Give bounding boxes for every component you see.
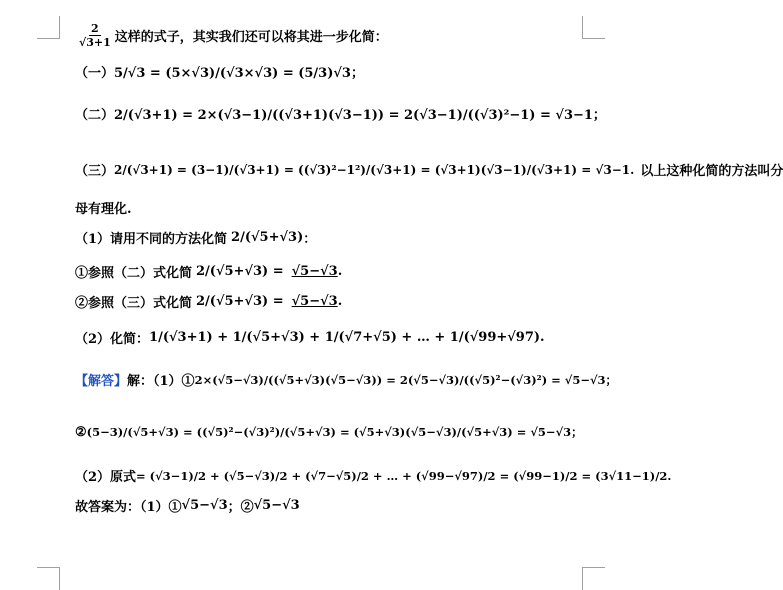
example-3 [75, 160, 783, 179]
solution-1-label: 解：（1）① [127, 374, 195, 389]
example-3-expr: 2/(√3+1) = (3−1)/(√3+1) = ((√3)²−1²)/(√3+1) = (√3+1)(√3−1)/(√3+1) = √3−1. [114, 162, 635, 177]
intro-fraction [77, 22, 113, 49]
question-2-label: （2）化简： [75, 332, 150, 347]
question-1-expr: 2/(√5+√3) [231, 230, 304, 245]
page-corner-mark-bottom-right [582, 567, 605, 590]
final-answer-1: √5−√3 [181, 498, 228, 513]
example-2-expr: 2/(√3+1) = 2×(√3−1)/((√3+1)(√3−1)) = 2(√3−1)/((√3)²−1) = √3−1； [114, 108, 606, 123]
question-1b [75, 292, 342, 311]
question-1a-end: . [337, 264, 343, 279]
solution-2 [75, 424, 583, 440]
solution-2-label: ② [75, 424, 87, 440]
final-answer-2: √5−√3 [253, 498, 300, 513]
final-answer-label: 故答案为：（1）① [75, 500, 182, 515]
solution-3-expr: = (√3−1)/2 + (√5−√3)/2 + (√7−√5)/2 + … + (√99−√97)/2 = (√99−1)/2 = (3√11−1)/2. [136, 468, 672, 483]
question-1b-answer: √5−√3 [291, 294, 338, 309]
example-1 [75, 62, 364, 81]
question-1a-expr: 2/(√5+√3) = [196, 264, 284, 279]
page-corner-mark-bottom-left [37, 567, 60, 590]
solution-3-label: （2）原式 [75, 470, 137, 485]
question-1b-label: ②参照（三）式化简 [75, 296, 193, 311]
final-answer [75, 496, 300, 515]
example-3-label: （三） [75, 164, 115, 179]
example-2 [75, 104, 606, 123]
question-1a-answer: √5−√3 [291, 264, 338, 279]
intro-frac-den: √3+1 [79, 36, 111, 49]
continuation-text: 母有理化. [75, 202, 132, 217]
example-1-label: （一） [75, 66, 115, 81]
question-1b-end: . [337, 294, 343, 309]
solution-3 [75, 466, 671, 485]
page-corner-mark-top-left [37, 16, 60, 39]
example-1-expr: 5/√3 = (5×√3)/(√3×√3) = (5/3)√3； [114, 66, 364, 81]
question-1-end: ： [303, 232, 317, 247]
question-2-expr: 1/(√3+1) + 1/(√5+√3) + 1/(√7+√5) + … + 1/(√99+√97). [149, 330, 545, 345]
solution-1 [75, 370, 617, 389]
question-2 [75, 328, 545, 347]
question-1-label: （1）请用不同的方法化简 [75, 232, 228, 247]
example-2-label: （二） [75, 108, 115, 123]
solution-1-expr: 2×(√5−√3)/((√5+√3)(√5−√3)) = 2(√5−√3)/((√5)²−(√3)²) = √5−√3； [194, 372, 618, 387]
intro-line [75, 22, 388, 49]
question-1 [75, 228, 316, 247]
question-1b-expr: 2/(√5+√3) = [196, 294, 284, 309]
solution-2-expr: (5−3)/(√5+√3) = ((√5)²−(√3)²)/(√5+√3) = (√5+√3)(√5−√3)/(√5+√3) = √5−√3； [86, 425, 583, 439]
question-1a [75, 262, 342, 281]
continuation-line [75, 198, 132, 217]
intro-text: 这样的式子，其实我们还可以将其进一步化简： [114, 30, 388, 45]
intro-frac-num: 2 [91, 22, 99, 35]
page-corner-mark-top-right [582, 16, 605, 39]
solution-tag: 【解答】 [75, 374, 128, 389]
final-answer-sep: ；② [227, 500, 254, 515]
question-1a-label: ①参照（二）式化简 [75, 266, 193, 281]
example-3-tail: 以上这种化简的方法叫分 [640, 164, 783, 179]
